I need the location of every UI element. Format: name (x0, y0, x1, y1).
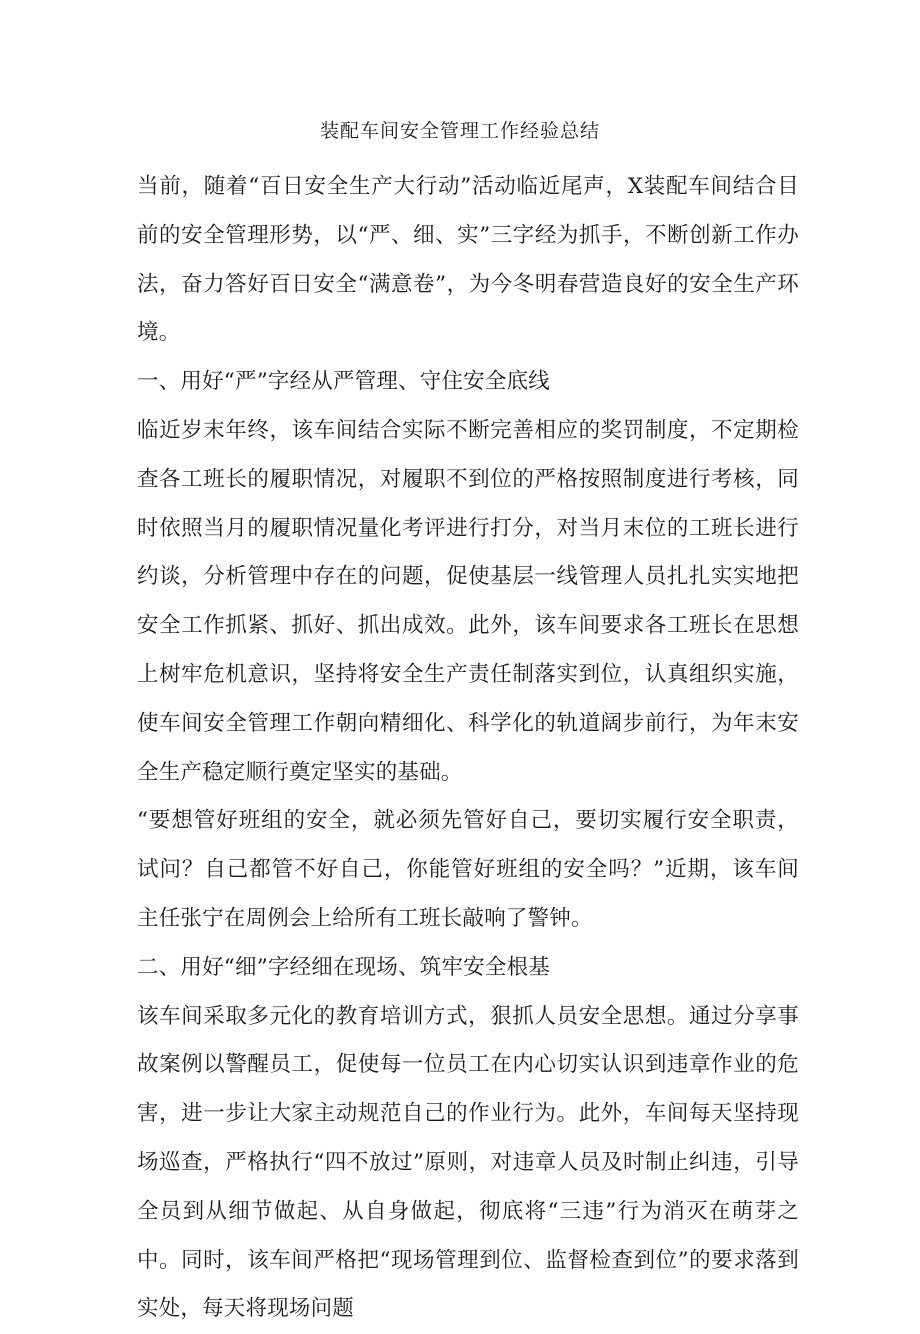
document-title: 装配车间安全管理工作经验总结 (319, 120, 600, 142)
document-body (137, 163, 799, 1334)
paragraph-strict-management: 临近岁末年终，该车间结合实际不断完善相应的奖罚制度，不定期检查各工班长的履职情况，对履职不到位的严格按照制度进行考核，同时依照当月的履职情况量化考评进行打分，对当月末位的工班长进行约谈，分析管理中存在的问题，促使基层一线管理人员扎扎实实地把安全工作抓紧、抓好、抓出成效。此外，该车间要求各工班长在思想上树牢危机意识，坚持将安全生产责任制落实到位，认真组织实施，使车间安全管理工作朝向精细化、科学化的轨道阔步前行，为年末安全生产稳定顺行奠定坚实的基础。 (137, 417, 799, 785)
paragraph-quote: “要想管好班组的安全，就必须先管好自己，要切实履行安全职责，试问？自己都管不好自己，你能管好班组的安全吗？”近期，该车间主任张宁在周例会上给所有工班长敲响了警钟。 (137, 808, 799, 931)
paragraph-detail-onsite: 该车间采取多元化的教育培训方式，狠抓人员安全思想。通过分享事故案例以警醒员工，促使每一位员工在内心切实认识到违章作业的危害，进一步让大家主动规范自己的作业行为。此外，车间每天坚持现场巡查，严格执行“四不放过”原则，对违章人员及时制止纠违，引导全员到从细节做起、从自身做起，彻底将“三违”行为消灭在萌芽之中。同时，该车间严格把“现场管理到位、监督检查到位”的要求落到实处，每天将现场问题 (137, 1003, 799, 1322)
section-heading-detail: 二、用好“细”字经细在现场、筑牢安全根基 (137, 954, 550, 980)
section-heading-strict: 一、用好“严”字经从严管理、守住安全底线 (137, 369, 550, 395)
intro-paragraph: 当前，随着“百日安全生产大行动”活动临近尾声，X装配车间结合目前的安全管理形势，以“严、细、实”三字经为抓手，不断创新工作办法，奋力答好百日安全“满意卷”，为今冬明春营造良好的安全生产环境。 (137, 174, 799, 346)
